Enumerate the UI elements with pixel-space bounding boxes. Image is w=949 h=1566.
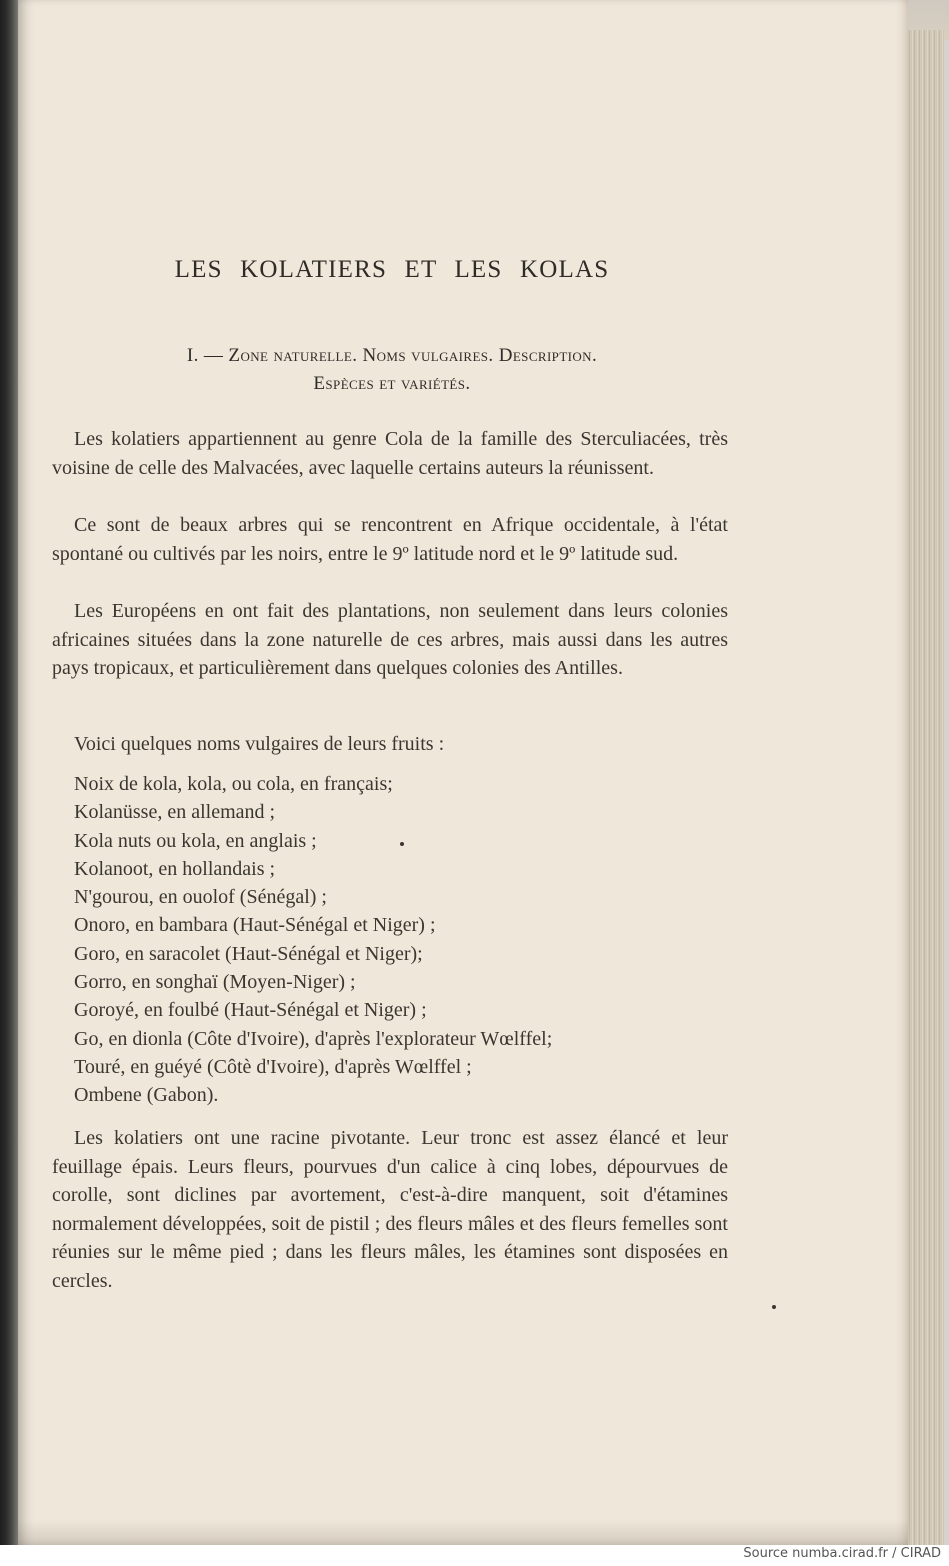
list-item: Goro, en saracolet (Haut-Sénégal et Niger); (74, 942, 423, 965)
list-item: N'gourou, en ouolof (Sénégal) ; (74, 886, 327, 909)
section-heading-line-1: I. — Zone naturelle. Noms vulgaires. Description. (186, 345, 598, 366)
ink-speck (400, 842, 404, 846)
page-stack-edges (905, 30, 944, 1545)
vernacular-names-list (74, 770, 552, 1110)
list-item: Goroyé, en foulbé (Haut-Sénégal et Niger) ; (74, 999, 427, 1022)
page-bottom-shade (18, 1520, 908, 1545)
list-item: Kola nuts ou kola, en anglais ; (74, 829, 317, 852)
paragraph-genus: Les kolatiers appartiennent au genre Cola de la famille des Sterculiacées, très voisine de celle des Malvacées, avec laquelle certains auteurs la réunissent. (52, 428, 728, 479)
page-title: LES KOLATIERS ET LES KOLAS (174, 256, 610, 283)
list-item: Kolanüsse, en allemand ; (74, 801, 276, 824)
binding-edge (0, 0, 20, 1545)
paragraph-plantations: Les Européens en ont fait des plantations, non seulement dans leurs colonies africaines situées dans la zone naturelle de ces arbres, mais aussi dans les autres pays tropicaux, et particulièrement dans quelques colonies des Antilles. (52, 600, 728, 679)
ink-speck (772, 1305, 776, 1309)
paragraph-description: Les kolatiers ont une racine pivotante. Leur tronc est assez élancé et leur feuillage épais. Leurs fleurs, pourvues d'un calice à cinq lobes, dépourvues de corolle, sont diclines par avortement, c'est-à-dire manquent, soit d'étamines normalement développées, soit de pistil ; des fleurs mâles et des fleurs femelles sont réunies sur le même pied ; dans les fleurs mâles, les étamines sont disposées en cercles. (52, 1127, 728, 1292)
list-item: Gorro, en songhaï (Moyen-Niger) ; (74, 971, 356, 994)
list-item: Noix de kola, kola, ou cola, en français; (74, 773, 393, 795)
source-credit: Source numba.cirad.fr / CIRAD (743, 1546, 941, 1561)
list-item: Go, en dionla (Côte d'Ivoire), d'après l'explorateur Wœlffel; (74, 1027, 553, 1050)
list-item: Onoro, en bambara (Haut-Sénégal et Niger) ; (74, 914, 436, 937)
list-item: Ombene (Gabon). (74, 1084, 219, 1107)
list-item: Kolanoot, en hollandais ; (74, 857, 276, 880)
list-item: Touré, en guéyé (Côtè d'Ivoire), d'après Wœlffel ; (74, 1055, 472, 1078)
section-heading-line-2: Espèces et variétés. (313, 373, 471, 394)
paragraph-range: Ce sont de beaux arbres qui se rencontrent en Afrique occidentale, à l'état spontané ou cultivés par les noirs, entre le 9º latitude nord et le 9º latitude sud. (52, 514, 728, 565)
names-intro: Voici quelques noms vulgaires de leurs fruits : (74, 733, 445, 755)
